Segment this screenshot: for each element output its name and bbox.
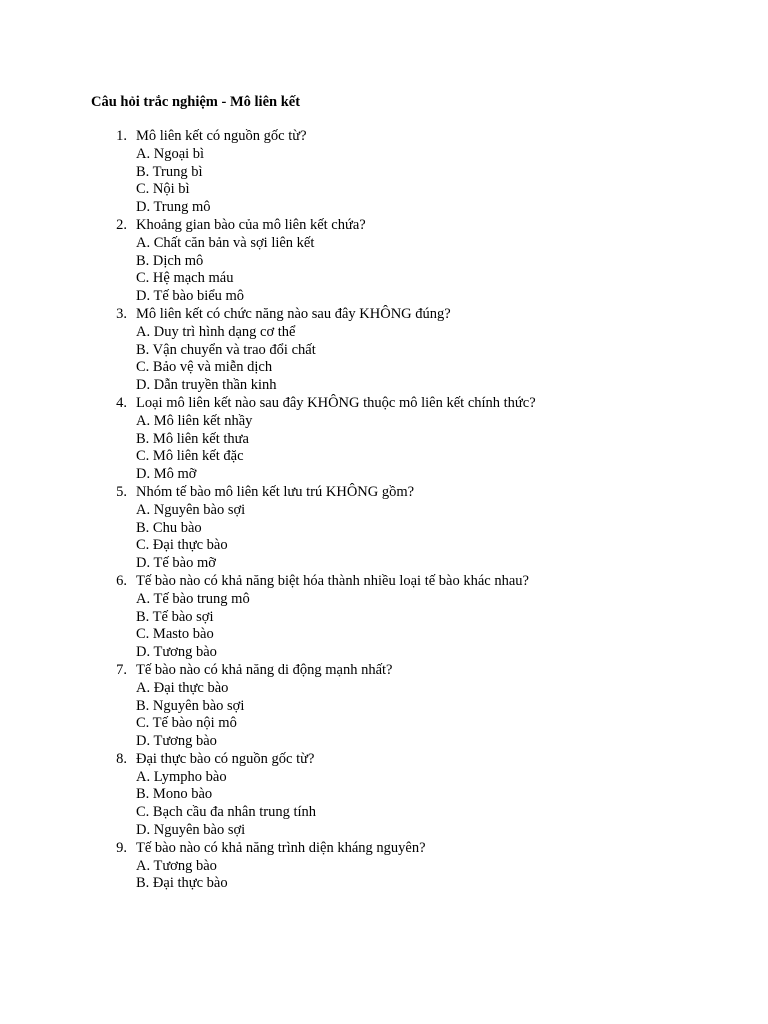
question-text: Đại thực bào có nguồn gốc từ? <box>136 750 315 767</box>
answer-option: A. Nguyên bào sợi <box>136 501 246 518</box>
question-item <box>0 662 768 751</box>
question-line <box>0 395 768 413</box>
question-line <box>0 217 768 235</box>
question-text: Nhóm tế bào mô liên kết lưu trú KHÔNG gồm? <box>136 483 415 500</box>
question-text: Khoảng gian bào của mô liên kết chứa? <box>136 216 366 233</box>
answer-options <box>0 502 768 573</box>
question-number: 3. <box>116 305 127 322</box>
question-number: 2. <box>116 216 127 233</box>
answer-option: B. Mono bào <box>136 786 213 803</box>
answer-option: C. Tế bào nội mô <box>136 715 237 732</box>
answer-options <box>0 680 768 751</box>
answer-options <box>0 235 768 306</box>
answer-option: D. Trung mô <box>136 199 211 216</box>
document-title: Câu hỏi trắc nghiệm - Mô liên kết <box>91 94 301 110</box>
answer-option: B. Dịch mô <box>136 252 204 269</box>
question-item <box>0 395 768 484</box>
answer-option: D. Tế bào biểu mô <box>136 288 245 305</box>
question-line <box>0 662 768 680</box>
answer-options <box>0 591 768 662</box>
answer-option: B. Vận chuyển và trao đổi chất <box>136 341 316 358</box>
answer-option: A. Tế bào trung mô <box>136 590 250 607</box>
answer-option: D. Tương bào <box>136 644 217 661</box>
answer-option: D. Tế bào mỡ <box>136 555 216 572</box>
answer-options <box>0 324 768 395</box>
answer-option: B. Nguyên bào sợi <box>136 697 245 714</box>
question-line <box>0 306 768 324</box>
question-item <box>0 751 768 840</box>
question-line <box>0 751 768 769</box>
question-text: Tế bào nào có khả năng biệt hóa thành nhiều loại tế bào khác nhau? <box>136 572 529 589</box>
question-line <box>0 573 768 591</box>
question-item <box>0 573 768 662</box>
answer-option: A. Duy trì hình dạng cơ thể <box>136 323 296 340</box>
answer-option: D. Nguyên bào sợi <box>136 822 246 839</box>
answer-option: C. Hệ mạch máu <box>136 270 234 287</box>
question-item <box>0 484 768 573</box>
question-list <box>0 128 768 893</box>
question-line <box>0 840 768 858</box>
question-text: Tế bào nào có khả năng trình diện kháng nguyên? <box>136 839 426 856</box>
answer-option: B. Chu bào <box>136 519 202 536</box>
answer-options <box>0 146 768 217</box>
answer-option: C. Bảo vệ và miễn dịch <box>136 359 273 376</box>
answer-option: A. Ngoại bì <box>136 145 205 162</box>
answer-options <box>0 413 768 484</box>
answer-options <box>0 769 768 840</box>
answer-option: A. Lympho bào <box>136 768 227 785</box>
answer-option: D. Mô mỡ <box>136 466 197 483</box>
answer-option: B. Trung bì <box>136 163 203 180</box>
question-number: 4. <box>116 394 127 411</box>
answer-option: C. Mô liên kết đặc <box>136 448 244 465</box>
answer-option: B. Mô liên kết thưa <box>136 430 249 447</box>
answer-option: A. Mô liên kết nhầy <box>136 412 253 429</box>
question-number: 8. <box>116 750 127 767</box>
answer-option: A. Tương bào <box>136 857 217 874</box>
question-item <box>0 306 768 395</box>
question-number: 7. <box>116 661 127 678</box>
answer-option: A. Chất căn bản và sợi liên kết <box>136 234 315 251</box>
answer-option: C. Đại thực bào <box>136 537 228 554</box>
question-text: Mô liên kết có chức năng nào sau đây KHÔNG đúng? <box>136 305 451 322</box>
question-text: Loại mô liên kết nào sau đây KHÔNG thuộc mô liên kết chính thức? <box>136 394 536 411</box>
question-number: 1. <box>116 128 127 144</box>
question-text: Tế bào nào có khả năng di động mạnh nhất? <box>136 661 393 678</box>
answer-option: D. Dẫn truyền thần kinh <box>136 377 277 394</box>
question-number: 9. <box>116 839 127 856</box>
answer-option: C. Masto bào <box>136 626 214 643</box>
answer-option: B. Tế bào sợi <box>136 608 214 625</box>
answer-option: C. Nội bì <box>136 181 190 198</box>
question-item <box>0 840 768 893</box>
question-text: Mô liên kết có nguồn gốc từ? <box>136 128 307 144</box>
question-item <box>0 128 768 217</box>
question-item <box>0 217 768 306</box>
answer-option: C. Bạch cầu đa nhân trung tính <box>136 804 316 821</box>
question-number: 6. <box>116 572 127 589</box>
question-line <box>0 128 768 146</box>
question-line <box>0 484 768 502</box>
answer-option: A. Đại thực bào <box>136 679 229 696</box>
answer-option: B. Đại thực bào <box>136 875 228 892</box>
question-number: 5. <box>116 483 127 500</box>
answer-option: D. Tương bào <box>136 733 217 750</box>
answer-options <box>0 858 768 894</box>
